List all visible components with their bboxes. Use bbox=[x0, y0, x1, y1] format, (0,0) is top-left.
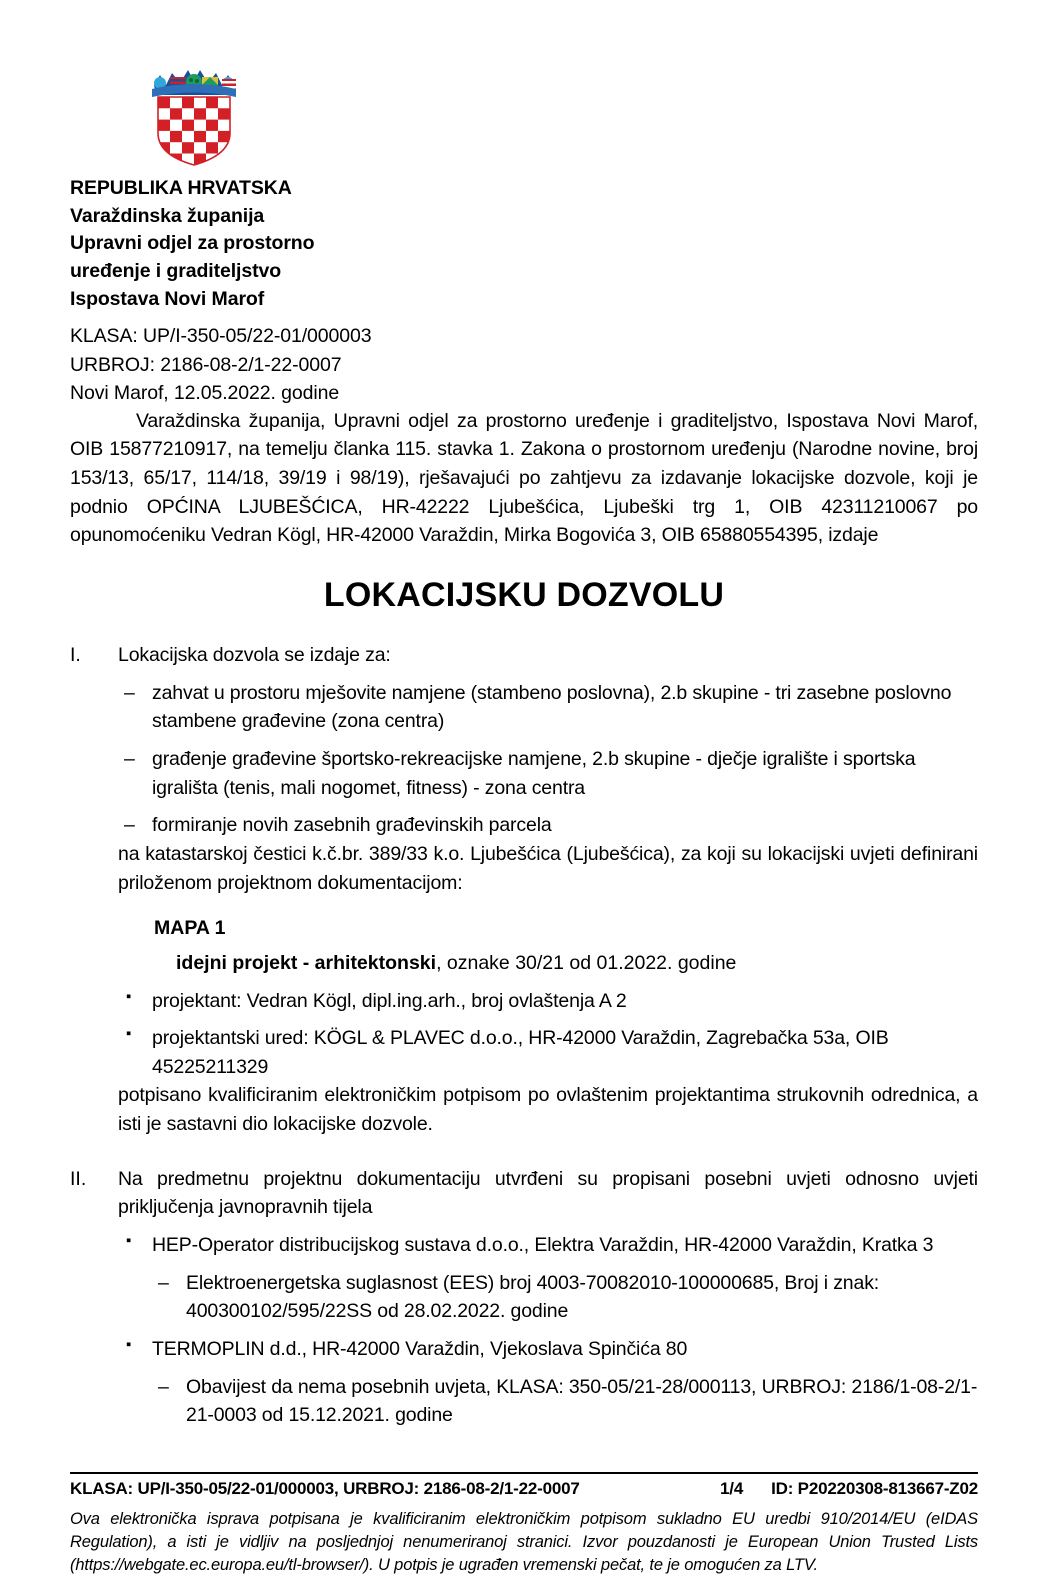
list-item bbox=[118, 1231, 978, 1326]
list-item bbox=[118, 1335, 978, 1430]
mapa-detail-list bbox=[118, 987, 978, 1082]
mapa-project-rest: , oznake 30/21 od 01.2022. godine bbox=[436, 951, 737, 974]
list-item: – zahvat u prostoru mješovite namjene (stambeno poslovna), 2.b skupine - tri zasebne poslovno stambene građevine (zona centra) bbox=[118, 679, 978, 736]
section-i-lead: Lokacijska dozvola se izdaje za: bbox=[118, 643, 391, 666]
mapa-project-bold: idejni projekt - arhitektonski bbox=[176, 951, 437, 974]
list-item: ▪ projektant: Vedran Kögl, dipl.ing.arh., broj ovlaštenja A 2 bbox=[118, 987, 978, 1016]
document-content bbox=[70, 0, 978, 1430]
footer-row bbox=[70, 1479, 978, 1499]
entity-name: HEP-Operator distribucijskog sustava d.o.o., Elektra Varaždin, HR-42000 Varaždin, Kratka 3 bbox=[152, 1234, 934, 1257]
list-item: – građenje građevine športsko-rekreacijske namjene, 2.b skupine - dječje igralište i sportska igrališta (tenis, mali nogomet, fitness) - zona centra bbox=[118, 745, 978, 802]
section-ii-entity-list bbox=[118, 1231, 978, 1430]
page-title: LOKACIJSKU DOZVOLU bbox=[323, 575, 725, 614]
section-i-closing: potpisano kvalificiranim elektroničkim potpisom po ovlaštenim projektantima strukovnih odrednica, a isti je sastavni dio lokacijske dozvole. bbox=[118, 1084, 978, 1136]
footer-divider bbox=[70, 1472, 978, 1474]
croatian-coat-of-arms-icon bbox=[146, 55, 242, 167]
footer-klasa-urbroj: KLASA: UP/I-350-05/22-01/000003, URBROJ: 2186-08-2/1-22-0007 bbox=[70, 1479, 580, 1498]
section-i-body bbox=[118, 641, 978, 1139]
section-ii bbox=[70, 1165, 978, 1430]
org-line-county: Varaždinska županija bbox=[70, 204, 265, 227]
document-id: ID: P20220308-813667-Z02 bbox=[771, 1479, 978, 1498]
section-ii-lead: Na predmetnu projektnu dokumentaciju utvrđeni su propisani posebni uvjeti odnosno uvjeti priključenja javnopravnih tijela bbox=[118, 1167, 978, 1219]
mapa-heading: MAPA 1 bbox=[154, 917, 226, 940]
entity-name: TERMOPLIN d.d., HR-42000 Varaždin, Vjekoslava Spinčića 80 bbox=[152, 1338, 688, 1361]
list-item: – formiranje novih zasebnih građevinskih parcela bbox=[118, 811, 978, 840]
urbroj-line: URBROJ: 2186-08-2/1-22-0007 bbox=[70, 353, 342, 376]
org-line-department-2: uređenje i graditeljstvo bbox=[70, 260, 282, 283]
org-line-branch: Ispostava Novi Marof bbox=[70, 287, 265, 310]
emblem-container bbox=[70, 0, 978, 167]
org-line-department-1: Upravni odjel za prostorno bbox=[70, 232, 315, 255]
org-line-republic: REPUBLIKA HRVATSKA bbox=[70, 177, 292, 199]
place-date-line: Novi Marof, 12.05.2022. godine bbox=[70, 381, 340, 404]
list-item: ▪ projektantski ured: KÖGL & PLAVEC d.o.o., HR-42000 Varaždin, Zagrebačka 53a, OIB 45225211329 bbox=[118, 1024, 978, 1081]
signature-disclaimer: Ova elektronička isprava potpisana je kvalificiranim elektroničkim potpisom sukladno EU uredbi 910/2014/EU (eIDAS Regulation), a isti je vidljiv na posljednjoj nenumeriranoj stranici. Izvor pouzdanosti je European Union Trusted Lists (https://webgate.ec.europa.eu/tl-browser/). U potpis je ugrađen vremenski pečat, te je omogućen za LTV. bbox=[70, 1510, 978, 1574]
mapa-project-line bbox=[176, 949, 978, 978]
section-i-item-list bbox=[118, 679, 978, 840]
list-item: – Elektroenergetska suglasnost (EES) broj 4003-70082010-100000685, Broj i znak: 400300102/595/22SS od 28.02.2022. godine bbox=[152, 1269, 978, 1326]
page-footer bbox=[70, 1472, 978, 1576]
entity-condition-list bbox=[152, 1373, 978, 1430]
section-i-number: I. bbox=[70, 643, 81, 666]
organisation-header bbox=[70, 175, 978, 313]
section-ii-body bbox=[118, 1165, 978, 1430]
page-number: 1/4 bbox=[720, 1479, 744, 1498]
entity-condition-list bbox=[152, 1269, 978, 1326]
list-item: – Obavijest da nema posebnih uvjeta, KLASA: 350-05/21-28/000113, URBROJ: 2186/1-08-2/1-21-0003 od 15.12.2021. godine bbox=[152, 1373, 978, 1430]
section-i bbox=[70, 641, 978, 1139]
section-ii-number: II. bbox=[70, 1167, 87, 1190]
reference-block bbox=[70, 322, 978, 406]
intro-paragraph: Varaždinska županija, Upravni odjel za prostorno uređenje i graditeljstvo, Ispostava Novi Marof, OIB 15877210917, na temelju članka 115. stavka 1. Zakona o prostornom uređenju (Narodne novine, broj 153/13, 65/17, 114/18, 39/19 i 98/19), rješavajući po zahtjevu za izdavanje lokacijske dozvole, koji je podnio OPĆINA LJUBEŠĆICA, HR-42222 Ljubešćica, Ljubeški trg 1, OIB 42311210067 po opunomoćeniku Vedran Kögl, HR-42000 Varaždin, Mirka Bogovića 3, OIB 65880554395, izdaje bbox=[70, 409, 978, 547]
parcel-paragraph: na katastarskoj čestici k.č.br. 389/33 k.o. Ljubešćica (Ljubešćica), za koji su lokacijski uvjeti definirani priloženom projektnom dokumentacijom: bbox=[118, 842, 978, 894]
klasa-line: KLASA: UP/I-350-05/22-01/000003 bbox=[70, 325, 372, 348]
